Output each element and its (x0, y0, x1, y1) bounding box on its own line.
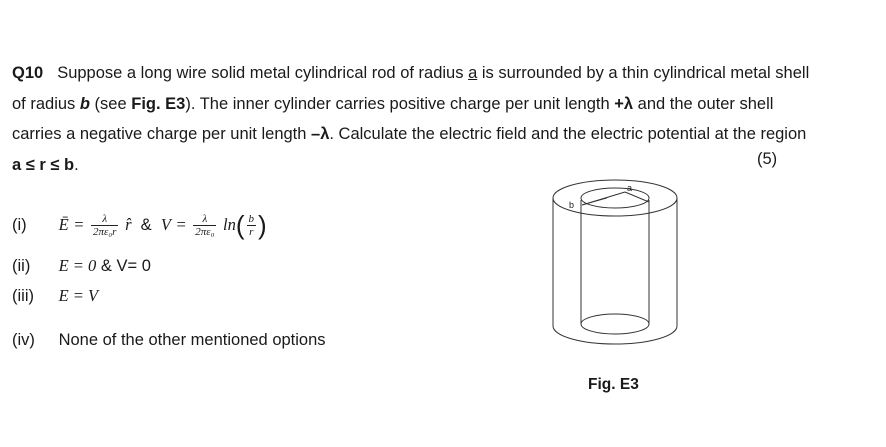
radius-b: b (79, 94, 90, 113)
question-number: Q10 (12, 64, 44, 82)
r-hat: r̂ (125, 214, 132, 234)
option-label: (ii) (12, 257, 31, 275)
outer-bottom-arc (553, 326, 677, 344)
fraction-potential: $\frac{\lambda}{\text{2πε₀}}$ (195, 213, 215, 238)
option-ii[interactable]: (ii) E = 0 & V= 0 (12, 256, 151, 275)
positive-charge: +λ (614, 94, 634, 113)
option-label: (iv) (12, 331, 35, 349)
label-a: a (627, 183, 633, 193)
option-label: (i) (12, 215, 27, 234)
fraction-ratio: $\frac{b}{r}$ (248, 213, 255, 238)
outer-top-ellipse (553, 180, 677, 216)
question-text: Q10 Suppose a long wire solid metal cylindrical rod of radius a is surrounded by a thin cylindrical metal shell of radius b (see Fig. E3). The inner cylinder carries positive charge per unit length +λ and the outer shell carries a negative charge per unit length –λ. Calculate the electric field and the electric potential at the region a ≤ r ≤ b. (12, 64, 810, 174)
region: a ≤ r ≤ b (12, 155, 75, 174)
radius-a: a (468, 64, 478, 82)
fraction-field: $\frac{\lambda}{\text{2πε₀r}}$ (93, 213, 117, 238)
option-label: (iii) (12, 287, 34, 305)
option-iv[interactable]: (iv) None of the other mentioned options (12, 331, 326, 349)
option-iii[interactable]: (iii) E = V (12, 286, 99, 305)
option-i[interactable]: (i) Ē = $\frac{\lambda}{\text{2πε₀r}}$ r̂ & V = $\frac{\lambda}{\text{2πε₀}}$ ln( $\frac{b}{r}$ ) (12, 210, 267, 240)
radius-connector (582, 198, 607, 205)
negative-charge: –λ (311, 125, 330, 143)
e-symbol: Ē (58, 214, 69, 234)
v-symbol: V (160, 214, 171, 234)
figure-reference: Fig. E3 (131, 94, 186, 113)
marks: (5) (757, 150, 778, 168)
cylinder-figure (545, 178, 685, 348)
label-b: b (569, 200, 575, 210)
inner-bottom-ellipse (581, 314, 649, 334)
figure-caption: Fig. E3 (588, 376, 639, 393)
ln: ln (223, 214, 236, 234)
